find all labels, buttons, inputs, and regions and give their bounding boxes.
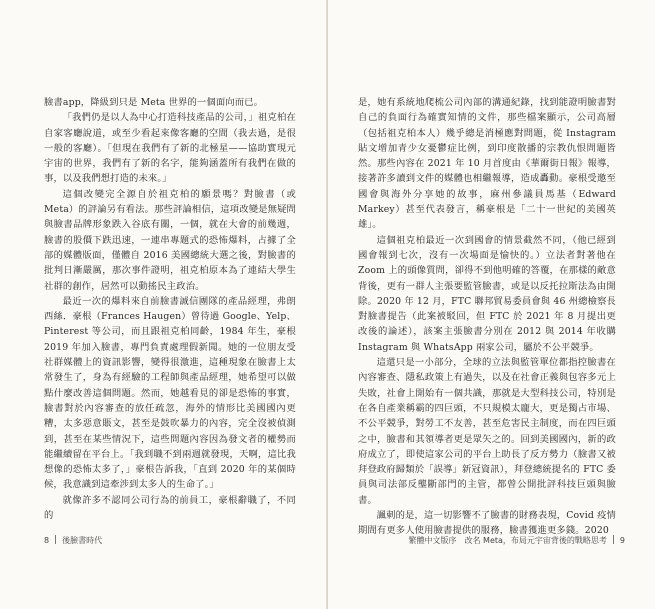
left-page-footer bbox=[44, 535, 102, 546]
footer-divider bbox=[55, 535, 56, 544]
paragraph: 就像許多不認同公司行為的前員工，豪根辭職了，不同的 bbox=[44, 494, 296, 522]
right-page-body bbox=[358, 95, 616, 539]
paragraph: 最近一次的爆料來自前臉書誠信團隊的產品經理，弗朗西絲．豪根（Frances Haugen）曾待過 Google、Yelp、Pinterest 等公司，而且跟祖克柏同齡，1984 年生，豪根 2019 年加入臉書，專門負責處理假新聞。她的一位朋友受社群媒體上的資訊影響，變得很激進，這種現象在臉書上太常發生了，身為有經驗的工程師與產品經理，她希望可以做點什麼改善這個問題。然而，她越看見的卻是恐怖的事實，臉書對於內容審查的放任疏忽，海外的情形比美國國內更糟，太多惡意賬文，甚至是鼓吹暴力的內容，完全沒被偵測到，甚至在某些情況下，這些問題內容因為發文者的權勢而能繼續留在平台上。「我到職不到兩週就發現，天啊，這比我想像的恐怖太多了，」豪根告訴我，「直到 2020 年的某個時候，我意識到這牽涉到太多人的生命了。」 bbox=[44, 295, 296, 491]
paragraph: 這還只是一小部分，全球的立法與監管單位都指控臉書在內容審查、隱私政策上有過失，以及在社會正義與包容多元上失敗，社會上開始有一個共識，那就是大型科技公司，特別是在各自產業稱霸的四巨頭，不只規模太龐大，更是獨占市場、不公平競爭，對勞工不友善，甚至危害民主制度，而在四巨頭之中，臉書和其領導者更是眾矢之的。回到美國國內，新的政府成立了，即使這家公司的平台上助長了反方勢力（臉書又被拜登政府歸類於「誤導」新冠資訊），拜登總統提名的 FTC 委員與司法部反壟斷部門的主管，都曾公開批評科技巨頭與臉書。 bbox=[358, 357, 616, 506]
page-number: 9 bbox=[619, 536, 625, 545]
paragraph: 臉書app，降級到只是 Meta 世界的一個面向而已。 bbox=[44, 97, 264, 108]
right-page-footer bbox=[409, 535, 626, 546]
running-title: 繁體中文版序 改名 Meta，布局元宇宙背後的戰略思考 bbox=[408, 536, 607, 545]
footer-divider bbox=[613, 535, 614, 544]
running-title: 後臉書時代 bbox=[62, 536, 103, 545]
page-number: 8 bbox=[44, 536, 50, 545]
paragraph: 是，她有系統地爬梳公司內部的溝通紀錄，找到能證明臉書對自己的負面行為確實知情的文件，那些檔案顯示，公司高層（包括祖克柏本人）幾乎總是消極應對問題，從 Instagram 貼文增加青少女憂鬱症比例，到印度散播的宗教仇恨問題皆然。那些內容在 2021 年 10 月首度由《華爾街日報》報導，接著許多讀到文件的媒體也相繼報導，造成轟動。豪根受邀至國會與海外分享她的故事，麻州參議員馬基（Edward Markey）甚至代表發言，稱豪根是「二十一世紀的美國英雄」。 bbox=[358, 97, 616, 231]
paragraph: 諷刺的是，這一切影響不了臉書的財務表現，Covid 疫情期間有更多人使用臉書提供的服務，臉書獲進更多錢。2020 bbox=[358, 510, 616, 537]
left-page-body bbox=[44, 95, 296, 523]
paragraph: 這個祖克柏最近一次到國會的情景截然不同，（他已經到國會報到七次，沒有一次場面是愉快的。）立法者對著他在 Zoom 上的頭像質問，卻得不到他明確的答覆，在那樣的敵意背後，更有一群人主張要監管臉書，或是以反托拉斯法為由開除。2020 年 12 月，FTC 聯邦貿易委員會與 46 州總檢察長對臉書提告（此案被駁回，但 FTC 於 2021 年 8 月提出更改後的論述），該案主張臉書分別在 2012 與 2014 年收購 Instagram 與 WhatsApp 兩家公司，屬於不公平競爭。 bbox=[358, 234, 616, 353]
paragraph: 這個改變完全源自於祖克柏的願景嗎？對臉書（或 Meta）的評論另有看法。那些評論相信，這項改變是無疑問與臉書品牌形象跌入谷底有關，一個，就在大會的前幾週，臉書的股價下跌迅速，一連串專題式的恐怖爆料，占據了全部的媒體版面，僅體自 2016 美國總統大選之後，對臉書的批判日漸嚴厲，那次事件證明，祖克柏原本為了連結大學生社群的創作，居然可以動搖民主政治。 bbox=[44, 188, 296, 292]
right-page bbox=[328, 0, 655, 609]
paragraph: 「我們仍是以人為中心打造科技產品的公司，」祖克柏在自家客廳說道，或至少看起來像客廳的空間（我去過，是很一般的客廳）。「但現在我們有了新的北極星——協助實現元宇宙的世界，我們有了新的名字，能夠涵蓋所有我們在做的事，以及我們想打造的未來。」 bbox=[44, 112, 296, 185]
left-page bbox=[0, 0, 327, 609]
